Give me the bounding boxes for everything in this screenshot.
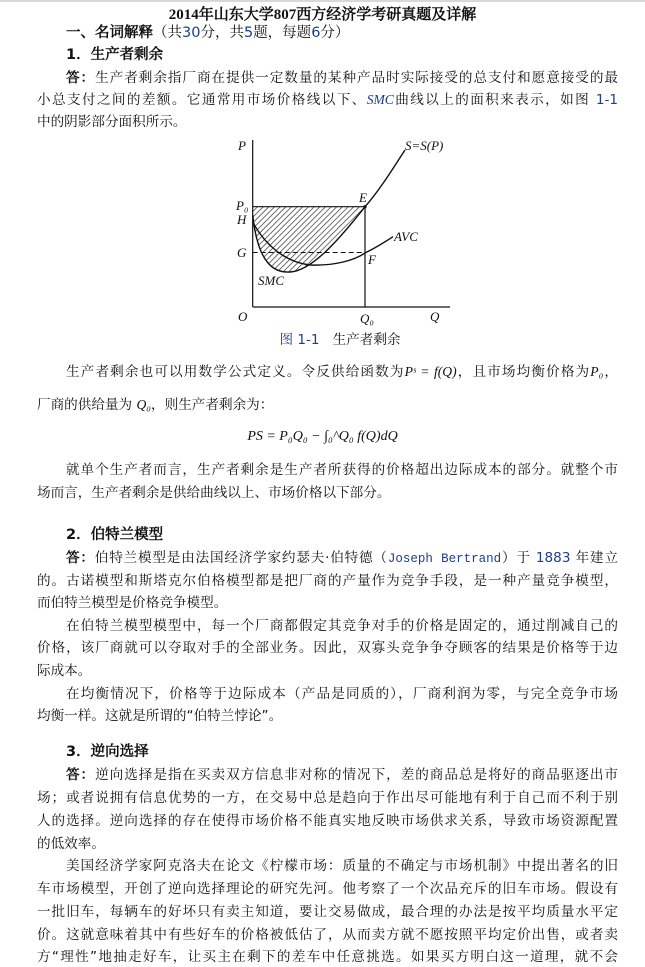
text-line: 车市场模型，开创了逆向选择理论的研究先河。他考察了一个次品充斥的旧车市场。假设有: [37, 881, 618, 897]
label-avc: AVC: [394, 229, 418, 244]
text-line: 场；或者说拥有信息优势的一方，在交易中总是趋向于作出尽可能地有利于自己而不利于别: [37, 790, 618, 806]
figure-ref: 1-1: [595, 92, 619, 108]
text: ，则生产者剩余为：: [151, 397, 274, 413]
info-num: 6: [311, 25, 321, 41]
producer-surplus-formula: PS = P₀Q₀ − ∫₀^Q₀ f(Q)dQ: [247, 429, 398, 444]
label-h: H: [237, 212, 247, 227]
math-p0: P₀: [590, 364, 604, 379]
text-line: 就单个生产者而言，生产者剩余是生产者所获得的价格超出边际成本的部分。就整个市: [66, 462, 618, 478]
producer-surplus-figure: [230, 130, 460, 330]
shaded-surplus-area: [253, 207, 365, 272]
text-line: 一批旧车，每辆车的好坏只有卖主知道，要让交易做成，最合理的办法是按平均质量水平定: [37, 904, 618, 920]
text-line: 方“理性”地抽走好车，让买主在剩下的差车中任意挑选。如果买方明白这一道理，就不会: [37, 949, 618, 965]
text-line: 场而言，生产者剩余是供给曲线以上、市场价格以下部分。: [37, 485, 391, 501]
label-o: O: [238, 309, 248, 324]
math-inverse-supply: Pˢ = f(Q): [404, 364, 457, 379]
text: ，: [603, 364, 619, 380]
year: 1883: [535, 550, 571, 566]
text-line: [37, 90, 618, 110]
text: 曲线以上的面积来表示，如图: [393, 92, 591, 108]
label-smc: SMC: [258, 273, 284, 288]
text-line: 价格，该厂商就可以夺取对手的全部业务。因此，双寡头竞争争夺顾客的结果是价格等于边: [37, 640, 618, 656]
q3-heading: 3．逆向选择: [66, 744, 149, 760]
text-line: 美国经济学家阿克洛夫在论文《柠檬市场：质量的不确定与市场机制》中提出著名的旧: [66, 858, 618, 874]
figure-caption: [250, 330, 430, 350]
text-line: 在均衡情况下，价格等于边际成本（产品是同质的），厂商利润为零，与完全竞争市场: [66, 686, 618, 702]
text: 厂商的供给量为: [37, 397, 133, 413]
answer-label: 答：: [66, 767, 96, 783]
text: 生产者剩余也可以用数学公式定义。令反供给函数为: [66, 364, 405, 380]
q1-heading: 1．生产者剩余: [66, 47, 164, 63]
info-text: 分，共: [200, 25, 244, 41]
text-line: 而伯特兰模型是价格竞争模型。: [37, 595, 228, 611]
name-english: Joseph Bertrand: [387, 552, 502, 566]
text: 伯特兰模型是由法国经济学家约瑟夫·伯特德（: [94, 550, 388, 566]
text-line: 价。这就意味着其中有些好车的价格被低估了，从而卖方就不愿按照平均定价出售，或者卖: [37, 927, 618, 943]
part-heading: [66, 23, 349, 43]
label-supply: S=S(P): [405, 138, 444, 153]
label-q: Q: [430, 309, 440, 324]
text: ）于: [501, 550, 531, 566]
label-g: G: [237, 245, 247, 260]
caption-number: 图 1-1: [279, 332, 320, 348]
info-text: （共: [153, 25, 182, 41]
answer-label: 答：: [66, 70, 96, 86]
top-border: [0, 0, 645, 2]
text: 小总支付之间的差额。它通常用市场价格线以下、: [37, 92, 367, 108]
point-e: [363, 205, 366, 208]
info-text: 分）: [320, 25, 350, 41]
q2-heading: 2．伯特兰模型: [66, 527, 164, 543]
text-line: 人的选择。逆向选择的存在使得市场价格不能真实地反映市场供求关系，导致市场资源配置: [37, 813, 618, 829]
math-q0: Q₀: [136, 397, 152, 412]
text: 生产者剩余指厂商在提供一定数量的某种产品时实际接受的总支付和愿意接受的最: [95, 70, 619, 86]
text-line: [66, 548, 618, 568]
text: 年建立: [575, 550, 618, 566]
info-num: 5: [243, 25, 254, 41]
document-title: 2014年山东大学807西方经济学考研真题及详解: [168, 7, 477, 23]
text-line: [66, 68, 618, 88]
text: ，且市场均衡价格为: [456, 364, 591, 380]
info-num: 30: [182, 25, 201, 41]
text-line: 中的阴影部分面积所示。: [37, 114, 187, 130]
label-e: E: [359, 190, 367, 205]
text-line: 的。古诺模型和斯塔克尔伯格模型都是把厂商的产量作为竞争手段，是一种产量竞争模型，: [37, 573, 618, 589]
text-line: 的低效率。: [37, 836, 105, 852]
label-f: F: [368, 252, 376, 267]
text: 逆向选择是指在买卖双方信息非对称的情况下，差的商品总是将好的商品驱逐出市: [95, 767, 619, 783]
label-p0: P₀: [236, 198, 249, 213]
caption-text: 生产者剩余: [332, 332, 401, 348]
info-text: 题，每题: [253, 25, 312, 41]
math-smc: SMC: [366, 92, 394, 107]
text-line: [66, 765, 618, 785]
part-heading-info: [153, 25, 349, 41]
text-line: [37, 395, 618, 415]
label-q0: Q₀: [360, 311, 374, 326]
label-p: P: [238, 138, 246, 153]
text-line: 际成本。: [37, 663, 92, 679]
text-line: 在伯特兰模型模型中，每一个厂商都假定其竞争对手的价格是固定的，通过削减自己的: [66, 618, 618, 634]
answer-label: 答：: [66, 550, 95, 566]
text-line: 均衡一样。这就是所谓的“伯特兰悖论”。: [37, 708, 283, 724]
part-heading-label: 一、名词解释: [66, 25, 153, 41]
text-line: [66, 362, 618, 382]
